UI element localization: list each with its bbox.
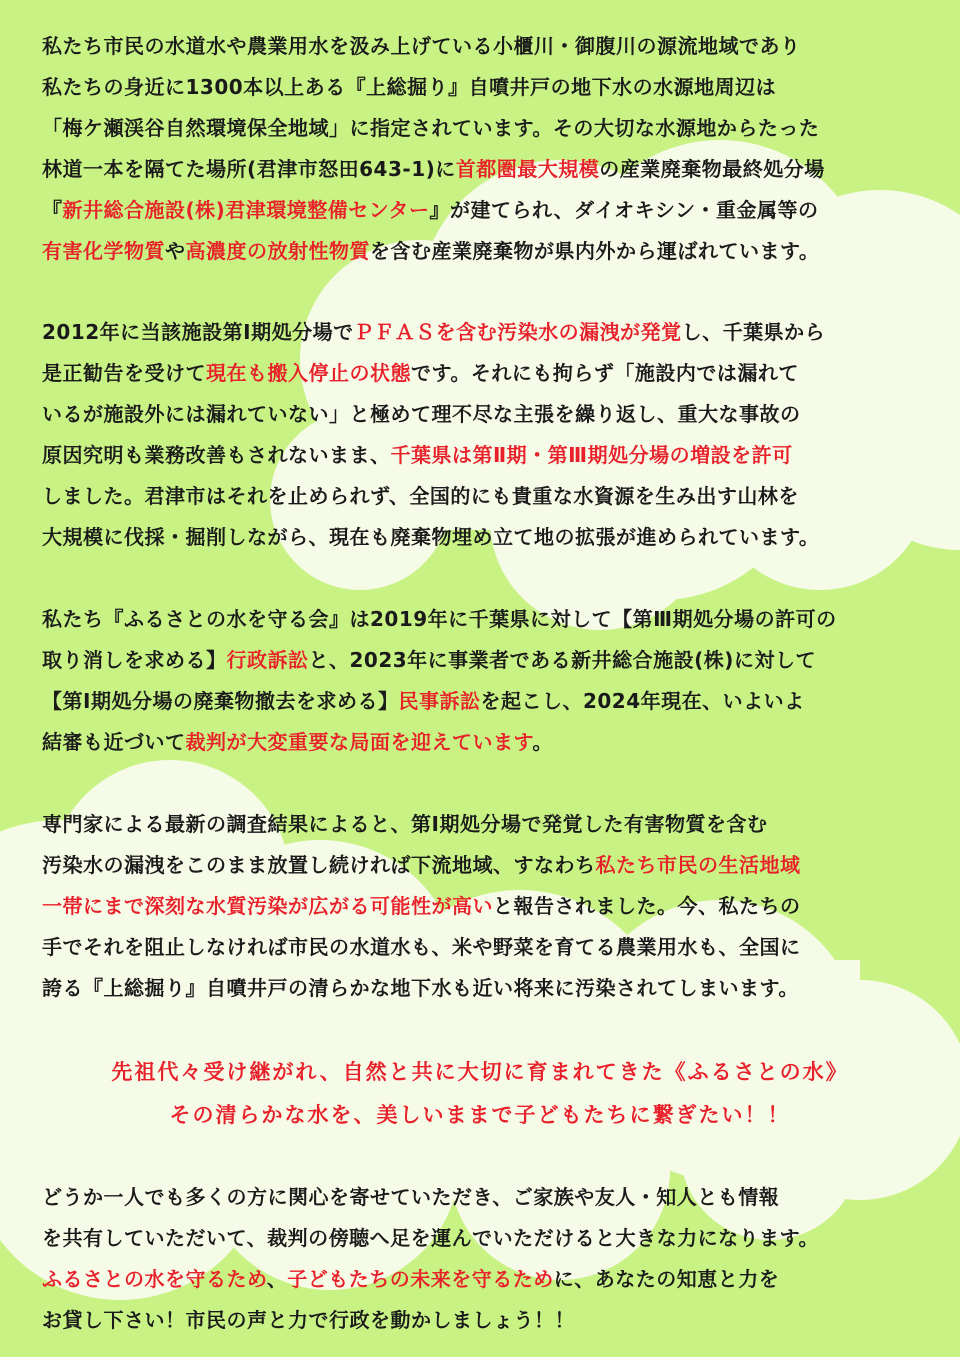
body-text: 【第Ⅰ期処分場の廃棄物撤去を求める】 [42,689,399,713]
text-line [42,892,801,920]
body-text: 取り消しを求める】 [42,648,227,672]
body-text: 、 [266,1267,288,1291]
highlight-text: 千葉県は第Ⅱ期・第Ⅲ期処分場の増設を許可 [390,443,793,467]
text-line [42,851,801,879]
body-text: し、千葉県から [681,320,826,344]
body-text: を起こし、2024年現在、いよいよ [480,689,805,713]
highlight-text: ＰＦＡＳを含む汚染水の漏洩が発覚 [353,320,682,344]
text-line [42,1183,779,1211]
body-text: と、2023年に事業者である新井総合施設(株)に対して [308,648,816,672]
highlight-text: 首都圏最大規模 [455,157,600,181]
text-line [42,482,799,510]
body-text: の産業廃棄物最終処分場 [599,157,825,181]
highlight-text: 民事訴訟 [398,689,481,713]
highlight-text: 先祖代々受け継がれ、自然と共に大切に育まれてきた《ふるさとの水》 [111,1060,849,1084]
body-text: 私たち市民の水道水や農業用水を汲み上げている小櫃川・御腹川の源流地域であり [42,34,801,58]
body-text: 林道一本を隔てた場所(君津市怒田643-1)に [42,157,456,181]
text-line [42,810,767,838]
body-text: 是正勧告を受けて [42,361,206,385]
body-text: 専門家による最新の調査結果によると、第Ⅰ期処分場で発覚した有害物質を含む [42,812,768,836]
body-text: 私たち『ふるさとの水を守る会』は2019年に千葉県に対して【第Ⅲ期処分場の許可の [42,607,837,631]
highlight-text: 裁判が大変重要な局面を迎えています [185,730,533,754]
body-text: 『 [42,198,63,222]
body-text: 「梅ケ瀬渓谷自然環境保全地域」に指定されています。その大切な水源地からたった [42,116,820,140]
text-line [42,318,825,346]
body-text: 汚染水の漏洩をこのまま放置し続ければ下流地域、すなわち [42,853,596,877]
text-line [42,441,793,469]
body-text: 。 [532,730,553,754]
text-line [42,1306,575,1334]
slogan-line [0,1101,960,1129]
text-line [42,237,819,265]
body-text: を共有していただいて、裁判の傍聴へ足を運んでいただけると大きな力になります。 [42,1226,819,1250]
highlight-text: 新井総合施設(株)君津環境整備センター [62,198,430,222]
text-line [42,646,816,674]
text-line [42,196,818,224]
text-line [42,605,837,633]
text-line [42,400,801,428]
text-line [42,974,799,1002]
body-text: 手でそれを阻止しなければ市民の水道水も、米や野菜を育てる農業用水も、全国に [42,935,801,959]
text-line [42,523,819,551]
text-line [42,73,776,101]
body-text: お貸し下さい！市民の声と力で行政を動かしましょう！！ [42,1308,575,1332]
text-line [42,359,799,387]
highlight-text: 私たち市民の生活地域 [595,853,801,877]
body-text: 2012年に当該施設第Ⅰ期処分場で [42,320,354,344]
body-text: 大規模に伐採・掘削しながら、現在も廃棄物埋め立て地の拡張が進められています。 [42,525,820,549]
text-line [42,728,553,756]
body-text: どうか一人でも多くの方に関心を寄せていただき、ご家族や友人・知人とも情報 [42,1185,780,1209]
slogan-line [0,1058,960,1086]
highlight-text: 有害化学物質 [42,239,165,263]
text-line [42,933,801,961]
highlight-text: 行政訴訟 [226,648,309,672]
body-text: や [165,239,186,263]
body-text: 』が建てられ、ダイオキシン・重金属等の [429,198,819,222]
text-line [42,155,825,183]
body-text: です。それにも拘らず「施設内では漏れて [411,361,799,385]
body-text: に、あなたの知恵と力を [553,1267,780,1291]
highlight-text: 一帯にまで深刻な水質汚染が広がる可能性が高い [42,894,493,918]
body-text: 私たちの身近に1300本以上ある『上総掘り』自噴井戸の地下水の水源地周辺は [42,75,777,99]
highlight-text: ふるさとの水を守るため [42,1267,267,1291]
body-text: いるが施設外には漏れていない」と極めて理不尽な主張を繰り返し、重大な事故の [42,402,801,426]
body-text: 結審も近づいて [42,730,186,754]
highlight-text: 高濃度の放射性物質 [185,239,370,263]
highlight-text: その清らかな水を、美しいままで子どもたちに繋ぎたい！！ [169,1103,791,1127]
text-line [42,1265,779,1293]
body-text: を含む産業廃棄物が県内外から運ばれています。 [370,239,820,263]
highlight-text: 子どもたちの未来を守るため [287,1267,554,1291]
text-line [42,1224,819,1252]
highlight-text: 現在も搬入停止の状態 [206,361,411,385]
body-text: しました。君津市はそれを止められず、全国的にも貴重な水資源を生み出す山林を [42,484,799,508]
text-line [42,687,805,715]
text-line [42,114,819,142]
text-line [42,32,801,60]
body-text: 誇る『上総掘り』自噴井戸の清らかな地下水も近い将来に汚染されてしまいます。 [42,976,799,1000]
body-text: 原因究明も業務改善もされないまま、 [42,443,391,467]
body-text: と報告されました。今、私たちの [493,894,801,918]
